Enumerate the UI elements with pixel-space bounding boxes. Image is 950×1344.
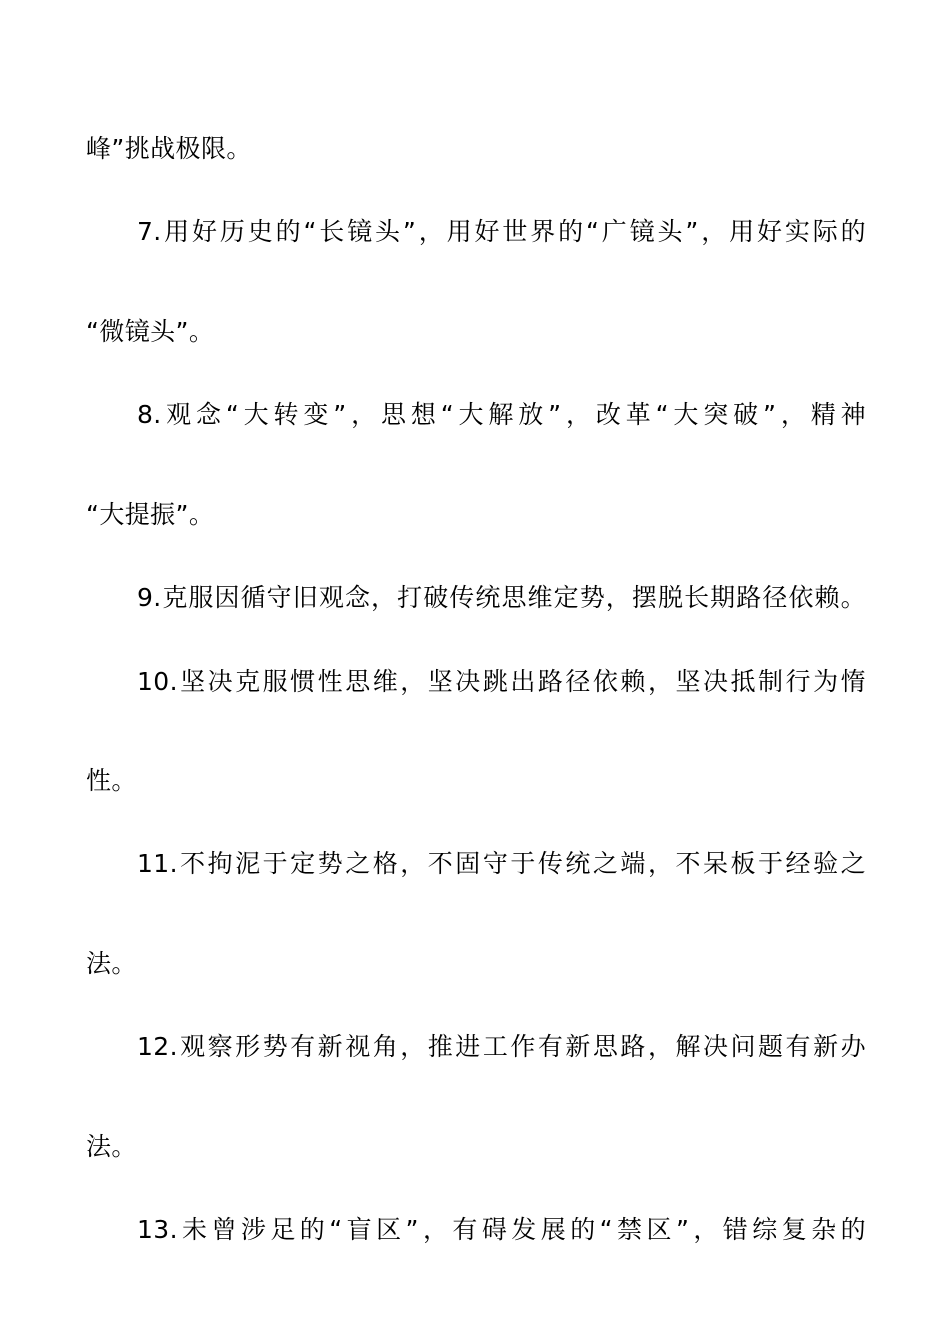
list-item-12-line-2: 法。 bbox=[86, 1132, 137, 1161]
list-item-8-line-2: “大提振”。 bbox=[86, 500, 215, 529]
list-item-12-line-1: 12.观察形势有新视角，推进工作有新思路，解决问题有新办 bbox=[137, 1032, 866, 1061]
list-item-9-line-1: 9.克服因循守旧观念，打破传统思维定势，摆脱长期路径依赖。 bbox=[137, 583, 866, 612]
text-line-continuation: 峰”挑战极限。 bbox=[86, 134, 252, 163]
list-item-13-line-1: 13.未曾涉足的“盲区”，有碍发展的“禁区”，错综复杂的 bbox=[137, 1215, 866, 1244]
list-item-7-line-1: 7.用好历史的“长镜头”，用好世界的“广镜头”，用好实际的 bbox=[137, 217, 866, 246]
list-item-10-line-2: 性。 bbox=[86, 766, 137, 795]
list-item-10-line-1: 10.坚决克服惯性思维，坚决跳出路径依赖，坚决抵制行为惰 bbox=[137, 667, 866, 696]
list-item-11-line-2: 法。 bbox=[86, 949, 137, 978]
list-item-11-line-1: 11.不拘泥于定势之格，不固守于传统之端，不呆板于经验之 bbox=[137, 849, 866, 878]
list-item-7-line-2: “微镜头”。 bbox=[86, 317, 215, 346]
list-item-8-line-1: 8.观念“大转变”，思想“大解放”，改革“大突破”，精神 bbox=[137, 400, 866, 429]
